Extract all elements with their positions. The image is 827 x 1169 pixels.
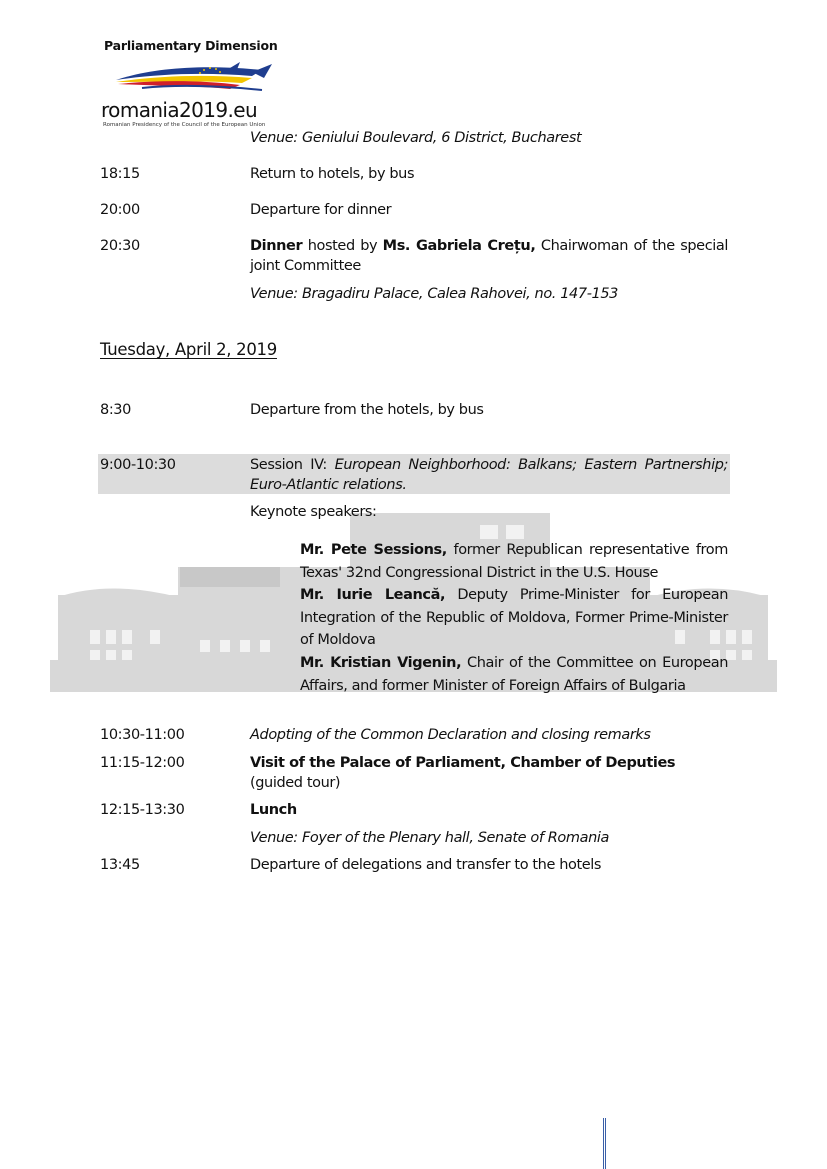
item-dinner [250,236,728,276]
item-delegations-departure: Departure of delegations and transfer to the hotels [250,857,602,873]
speaker-sessions [300,539,728,584]
speaker-leanca [300,584,728,652]
session-lead: Session IV: [250,457,335,473]
dinner-host-role: Chairwoman of the special joint Committee [250,238,729,274]
dinner-label: Dinner [250,238,303,254]
time-1345: 13:45 [100,857,140,873]
time-1030-1100: 10:30-11:00 [100,727,185,743]
item-guided-tour: (guided tour) [250,775,341,791]
speaker-role: former Republican representative from Texas' 32nd Congressional District in the U.S. House [300,542,728,581]
item-return-hotels: Return to hotels, by bus [250,166,415,182]
dinner-host-name: Ms. Gabriela Crețu, [382,238,536,254]
item-departure-dinner: Departure for dinner [250,202,392,218]
speaker-vigenin [300,652,728,697]
venue-bragadiru: Venue: Bragadiru Palace, Calea Rahovei, no. 147-153 [250,286,619,302]
session-topic: European Neighborhood: Balkans; Eastern Partnership; Euro-Atlantic relations. [250,457,728,493]
speaker-role: Deputy Prime-Minister for European Integration of the Republic of Moldova, Former Prime-Minister of Moldova [300,587,729,648]
item-lunch: Lunch [250,802,297,818]
time-1115-1200: 11:15-12:00 [100,755,185,771]
speaker-role: Chair of the Committee on European Affairs, and former Minister of Foreign Affairs of Bulgaria [300,655,728,694]
time-1815: 18:15 [100,166,140,182]
speaker-name: Mr. Kristian Vigenin, [300,655,462,671]
speaker-name: Mr. Iurie Leancă, [300,587,446,603]
venue-geniului: Venue: Geniului Boulevard, 6 District, Bucharest [250,130,582,146]
logo-subtitle: Romanian Presidency of the Council of the European Union [103,122,266,128]
day-heading: Tuesday, April 2, 2019 [100,340,277,359]
footer-divider [603,1118,606,1169]
venue-foyer: Venue: Foyer of the Plenary hall, Senate of Romania [250,830,609,846]
logo-wordmark: romania2019.eu [101,98,258,122]
time-1215-1330: 12:15-13:30 [100,802,185,818]
time-2030: 20:30 [100,238,140,254]
item-session-iv [250,455,728,495]
item-palace-visit: Visit of the Palace of Parliament, Chamber of Deputies [250,755,676,771]
dinner-hosted-by: hosted by [302,238,383,254]
item-departure-hotels: Departure from the hotels, by bus [250,402,484,418]
time-0900-1030: 9:00-10:30 [100,457,176,473]
speaker-name: Mr. Pete Sessions, [300,542,447,558]
time-0830: 8:30 [100,402,131,418]
time-2000: 20:00 [100,202,140,218]
logo-title: Parliamentary Dimension [104,38,278,53]
logo-swoosh-icon [112,58,282,98]
keynote-label: Keynote speakers: [250,504,377,520]
item-common-declaration: Adopting of the Common Declaration and closing remarks [250,727,651,743]
